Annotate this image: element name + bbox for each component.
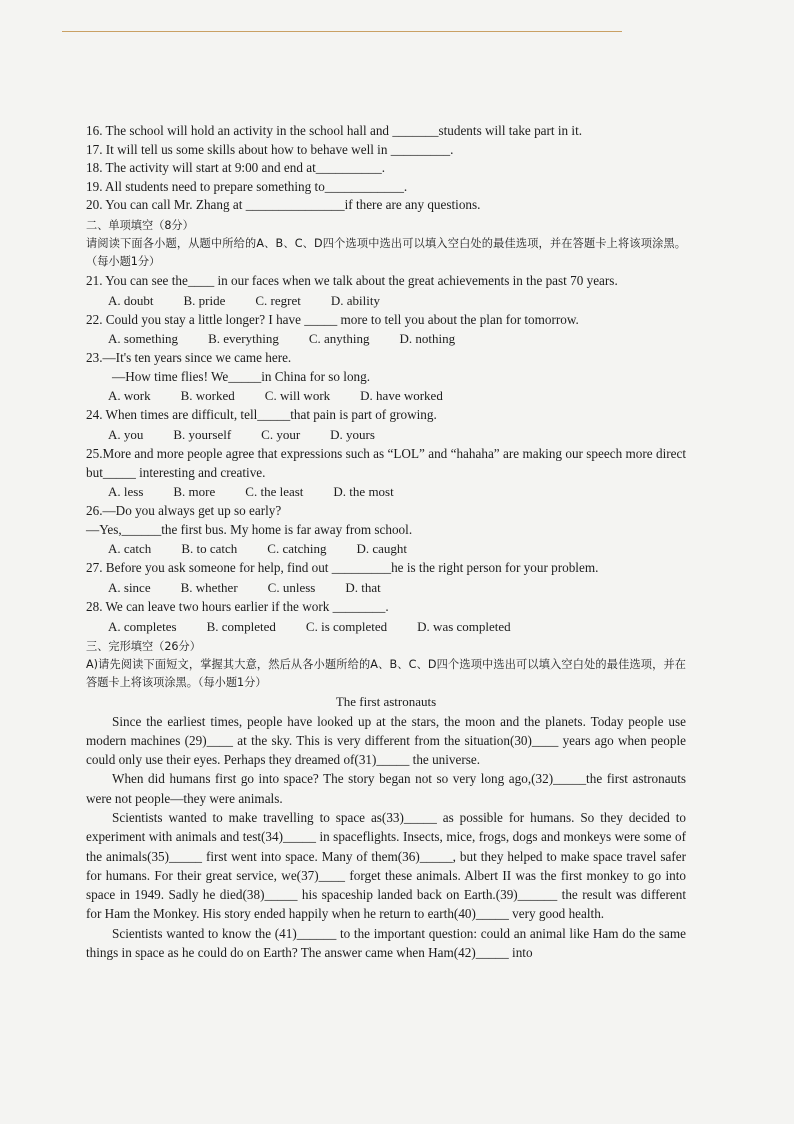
answer-options [86,539,686,558]
option-c: C. anything [308,331,370,347]
answer-options [86,291,686,310]
question-text: 22. Could you stay a little longer? I have _____ more to tell you about the plan for tomorrow. [86,311,579,327]
option-b: B. worked [180,388,235,404]
option-a: A. less [108,484,144,500]
question-text: 24. When times are difficult, tell_____that pain is part of growing. [86,407,437,423]
option-a: A. since [108,579,151,595]
option-c: C. is completed [305,618,388,634]
question-23 [86,349,686,405]
question-text-reply: —How time flies! We_____in China for so long. [112,368,371,384]
option-c: C. your [261,426,301,442]
option-d: D. nothing [399,331,456,347]
option-c: C. unless [267,579,316,595]
question-18: 18. The activity will start at 9:00 and end at__________. [86,160,385,176]
option-a: A. catch [108,541,152,557]
option-a: A. work [108,388,151,404]
question-25 [86,445,686,501]
option-b: B. whether [180,579,238,595]
option-d: D. ability [330,292,380,308]
question-text-reply: —Yes,______the first bus. My home is far away from school. [86,521,413,537]
question-17: 17. It will tell us some skills about how to behave well in _________. [86,141,454,157]
question-20: 20. You can call Mr. Zhang at _______________if there are any questions. [86,197,481,213]
question-text: 23.—It's ten years since we came here. [86,350,292,366]
section-2-instructions: 请阅读下面各小题，从题中所给的A、B、C、D四个选项中选出可以填入空白处的最佳选项，并在答题卡上将该项涂黑。（每小题1分） [86,236,686,268]
section-3-title: 三、完形填空（26分） [86,639,201,653]
option-b: B. more [173,484,216,500]
question-text: 26.—Do you always get up so early? [86,503,282,519]
option-b: B. yourself [173,426,232,442]
question-21 [86,272,686,310]
question-24 [86,406,686,444]
question-22 [86,311,686,349]
option-b: B. completed [206,618,276,634]
question-19: 19. All students need to prepare something to____________. [86,178,408,194]
answer-options [86,617,686,636]
option-c: C. the least [245,484,304,500]
section-2-title: 二、单项填空（8分） [86,218,194,232]
question-16: 16. The school will hold an activity in the school hall and _______students will take part in it. [86,123,583,138]
passage-paragraph-3: Scientists wanted to make travelling to space as(33)_____ as possible for humans. So they decided to experiment with animals and test(34)_____ in spaceflights. Insects, mice, frogs, dogs and monkeys were some of the animals(35)_____ first went into space. Many of them(36)_____, but they helped to make space travel safer for humans. For their great service, we(37)____ forget these animals. Albert II was the first monkey to go into space in 1949. Sadly he died(38)_____ his spaceship landed back on Earth.(39)______ the result was different for Ham the Monkey. His story ended happily when he return to earth(40)_____ very good health. [86,809,686,922]
option-b: B. everything [208,331,279,347]
option-d: D. was completed [417,618,511,634]
option-c: C. will work [264,388,331,404]
answer-options [86,482,686,501]
option-d: D. caught [356,541,408,557]
question-26 [86,502,686,558]
answer-options [86,425,686,444]
option-c: C. catching [267,541,327,557]
answer-options [86,329,686,348]
fill-in-section [86,122,686,215]
option-d: D. the most [333,484,394,500]
option-d: D. yours [330,426,375,442]
option-a: A. completes [108,618,177,634]
question-text: 25.More and more people agree that expressions such as “LOL” and “hahaha” are making our speech more direct but_____ interesting and creative. [86,445,686,480]
option-d: D. have worked [360,388,443,404]
question-text: 27. Before you ask someone for help, find out _________he is the right person for your problem. [86,560,599,576]
question-text: 21. You can see the____ in our faces when we talk about the great achievements in the past 70 years. [86,272,618,288]
option-a: A. you [108,426,144,442]
header-rule [62,31,622,32]
exam-page [86,122,686,962]
answer-options [86,578,686,597]
option-b: B. pride [183,292,226,308]
passage-paragraph-2: When did humans first go into space? The story began not so very long ago,(32)_____the first astronauts were not people—they were animals. [86,771,686,806]
option-b: B. to catch [181,541,238,557]
passage-paragraph-4: Scientists wanted to know the (41)______ to the important question: could an animal like Ham do the same things in space as he could do on Earth? The answer came when Ham(42)_____ into [86,925,686,961]
section-3-instructions: A)请先阅读下面短文，掌握其大意，然后从各小题所给的A、B、C、D四个选项中选出可以填入空白处的最佳选项，并在答题卡上将该项涂黑。（每小题1分） [86,657,686,689]
question-28 [86,598,686,636]
answer-options [86,386,686,405]
passage-paragraph-1: Since the earliest times, people have looked up at the stars, the moon and the planets. Today people use modern machines (29)____ at the sky. This is very different from the situation(30)____ years ago when people could only use their eyes. Perhaps they dreamed of(31)_____ the universe. [86,713,686,768]
option-a: A. something [108,331,179,347]
passage-title: The first astronauts [335,693,437,709]
option-d: D. that [345,579,381,595]
option-a: A. doubt [108,292,154,308]
question-text: 28. We can leave two hours earlier if the work ________. [86,598,389,614]
option-c: C. regret [255,292,301,308]
question-27 [86,559,686,597]
